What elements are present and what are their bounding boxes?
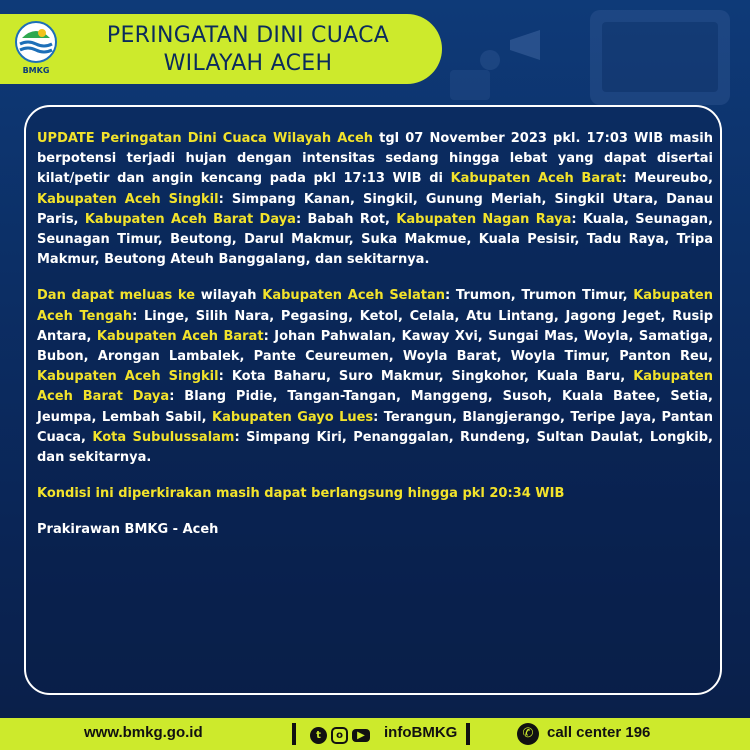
instagram-icon[interactable]: o xyxy=(331,727,348,744)
text: : Johan Pahwalan, Kaway Xvi, Sungai Mas, Woyla, Samatiga, Bubon, Arongan Lambalek, Pante Ceureumen, Woyla Barat, Woyla Timur, Panton Reu, xyxy=(37,328,714,365)
text: : Simpang Kiri, Penanggalan, Rundeng, Sultan Daulat, Longkib, dan sekitarnya. xyxy=(37,429,713,466)
text: : Kota Baharu, Suro Makmur, Singkohor, Kuala Baru, xyxy=(218,369,634,385)
text: : Kuala, Seunagan, Seunagan Timur, Beutong, Darul Makmur, Suka Makmue, Kuala Pesisir, Tadu Raya, Tripa Makmur, Beutong Ateuh Banggalang, dan sekitarnya. xyxy=(37,211,714,268)
highlight: Kabupaten Aceh Singkil xyxy=(37,369,219,385)
warning-text xyxy=(37,129,713,557)
background-decoration xyxy=(390,0,750,120)
text: : Trumon, Trumon Timur, xyxy=(444,288,634,304)
text: : Terangun, Blangjerango, Teripe Jaya, Pantan Cuaca, xyxy=(37,409,713,445)
highlight: Kabupaten Aceh Singkil xyxy=(37,191,219,207)
highlight: Kabupaten Gayo Lues xyxy=(212,409,374,425)
twitter-icon[interactable]: t xyxy=(310,727,327,744)
logo-text: BMKG xyxy=(22,66,50,75)
highlight: Kabupaten Aceh Barat Daya xyxy=(37,369,713,405)
phone-icon: ✆ xyxy=(517,723,539,745)
highlight: Dan dapat meluas ke xyxy=(37,288,196,304)
forecaster-signature: Prakirawan BMKG - Aceh xyxy=(37,522,219,538)
text: : Blang Pidie, Tangan-Tangan, Manggeng, Susoh, Kuala Batee, Setia, Jeumpa, Lembah Sabil, xyxy=(37,389,713,425)
website-link[interactable]: www.bmkg.go.id xyxy=(84,724,203,741)
highlight: Kabupaten Aceh Barat Daya xyxy=(84,211,296,227)
text: : Simpang Kanan, Singkil, Gunung Meriah, Singkil Utara, Danau Paris, xyxy=(37,191,713,227)
bmkg-logo xyxy=(12,20,60,78)
highlight: Kabupaten Aceh Selatan xyxy=(262,288,445,304)
youtube-icon[interactable]: ▶ xyxy=(352,729,370,742)
highlight: Kabupaten Nagan Raya xyxy=(396,211,572,227)
social-handle[interactable]: infoBMKG xyxy=(384,724,458,741)
condition-note: Kondisi ini diperkirakan masih dapat berlangsung hingga pkl 20:34 WIB xyxy=(37,486,565,502)
call-center[interactable]: call center 196 xyxy=(547,724,651,741)
paragraph-expansion xyxy=(37,286,713,468)
highlight: Kabupaten Aceh Barat xyxy=(96,328,264,344)
text: tgl 07 November 2023 pkl. 17:03 WIB masih berpotensi terjadi hujan dengan intensitas sedang hingga lebat yang dapat disertai kilat/petir dan angin kencang pada pkl 17:13 WIB di xyxy=(37,131,713,187)
text: wilayah xyxy=(195,288,263,304)
title-banner xyxy=(0,14,442,84)
highlight: Kabupaten Aceh Barat xyxy=(450,171,622,187)
text: : Babah Rot, xyxy=(295,211,397,227)
title-line-2: WILAYAH ACEH xyxy=(163,51,333,76)
page-title xyxy=(70,22,426,78)
highlight: UPDATE Peringatan Dini Cuaca Wilayah Aceh xyxy=(37,131,374,146)
footer-bar xyxy=(0,718,750,750)
footer-divider xyxy=(292,723,296,745)
text: : Meureubo, xyxy=(621,171,713,187)
text: : Linge, Silih Nara, Pegasing, Ketol, Celala, Atu Lintang, Jagong Jeget, Rusip Antara, xyxy=(37,308,713,344)
highlight: Kabupaten Aceh Tengah xyxy=(37,288,714,324)
social-icons xyxy=(310,725,374,743)
bmkg-emblem-icon xyxy=(12,20,60,66)
footer-divider xyxy=(466,723,470,745)
paragraph-update xyxy=(37,129,713,270)
highlight: Kota Subulussalam xyxy=(92,429,235,445)
title-line-1: PERINGATAN DINI CUACA xyxy=(106,23,390,48)
